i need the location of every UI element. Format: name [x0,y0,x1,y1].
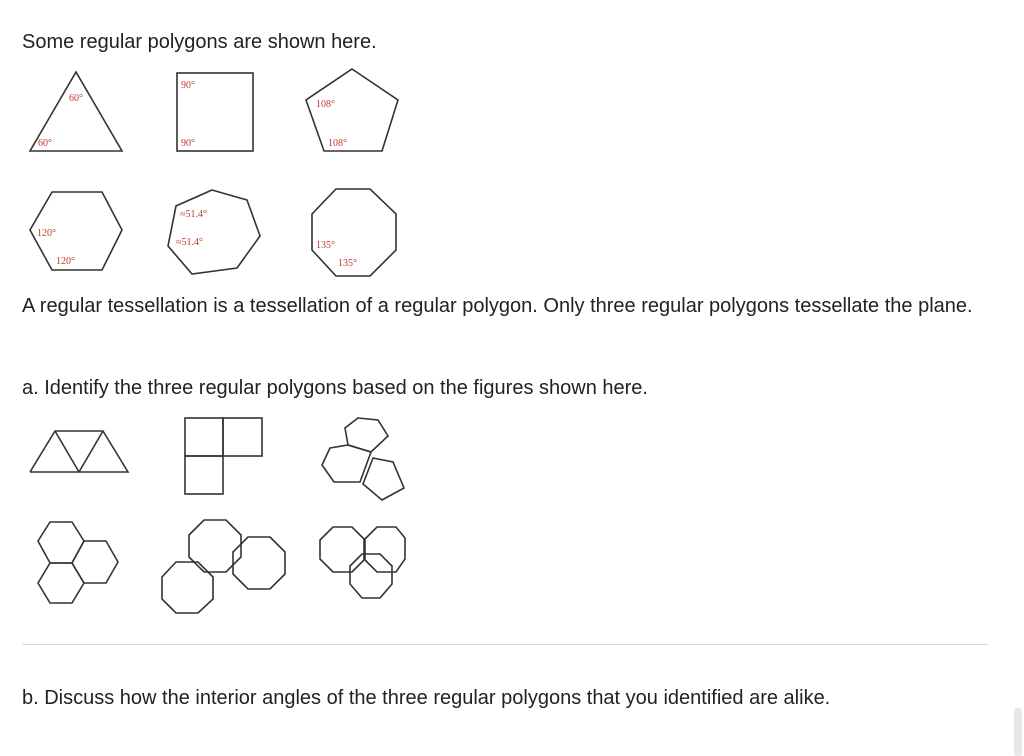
pentagon-angle-top: 108° [316,99,335,110]
hexagon-angle-bottom: 120° [56,256,75,267]
square-tiling-figure [185,418,262,494]
octagon-gap-figure [162,520,285,613]
hexagon-figure [30,192,122,270]
hexagon-angle-left: 120° [37,228,56,239]
triangle-angle-top: 60° [69,93,83,104]
intro-text: Some regular polygons are shown here. [22,31,377,53]
pentagon-angle-bottom: 108° [328,138,347,149]
question-b: b. Discuss how the interior angles of the three regular polygons that you identified are alike. [22,687,831,709]
square-figure [177,73,253,151]
heptagon-figure [168,190,260,274]
triangle-angle-bottom: 60° [38,138,52,149]
octagon-overlap-figure [320,527,405,598]
divider [22,644,988,645]
question-a: a. Identify the three regular polygons based on the figures shown here. [22,377,648,399]
square-angle-top: 90° [181,80,195,91]
square-angle-bottom: 90° [181,138,195,149]
triangle-figure [30,72,122,151]
hexagon-tiling-figure [38,522,118,603]
octagon-angle-left: 135° [316,240,335,251]
heptagon-angle-left: ≈51.4° [176,237,203,248]
triangle-tiling-figure [30,431,128,472]
pentagon-figure [306,69,398,151]
octagon-figure [312,189,396,276]
scrollbar-thumb[interactable] [1014,708,1022,756]
octagon-angle-bottom: 135° [338,258,357,269]
heptagon-angle-top: ≈51.4° [180,209,207,220]
tessellation-paragraph: A regular tessellation is a tessellation of a regular polygon. Only three regular polygons tessellate the plane. [22,295,973,317]
pentagon-tiling-figure [322,418,404,500]
